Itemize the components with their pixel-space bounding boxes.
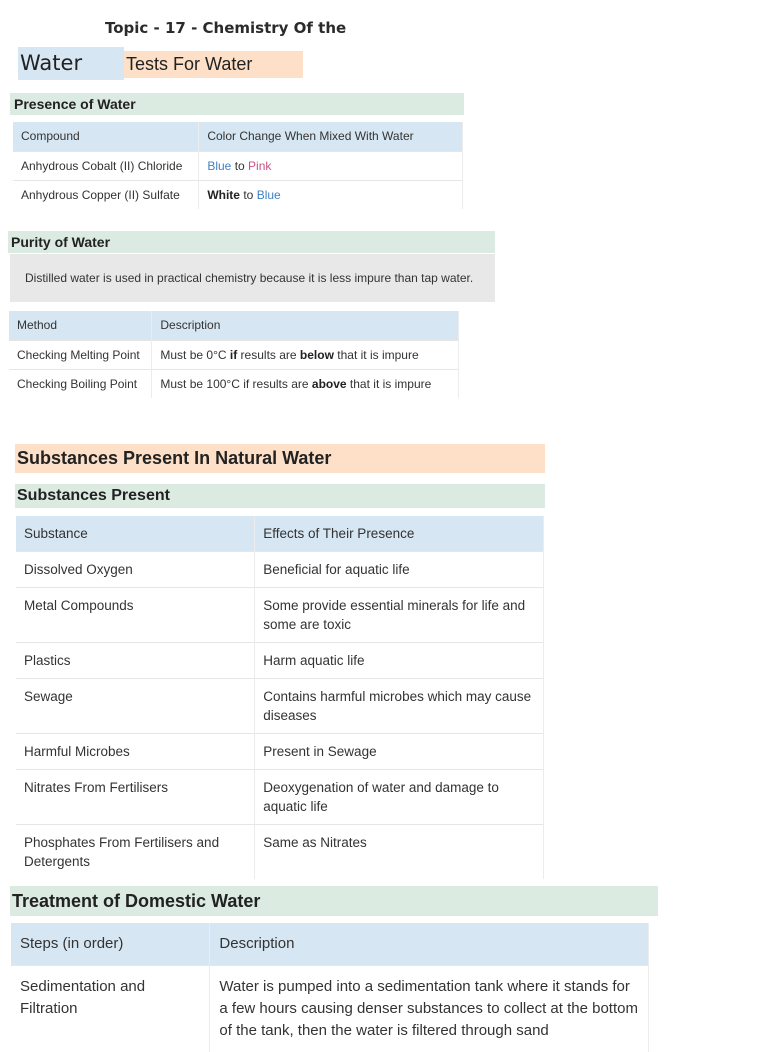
method-cell: Checking Boiling Point [9, 369, 152, 398]
presence-heading: Presence of Water [10, 93, 464, 115]
table-row [13, 151, 463, 180]
column-header: Color Change When Mixed With Water [199, 122, 463, 151]
table-row [9, 340, 459, 369]
column-header: Substance [16, 516, 255, 552]
desc-text: results are [237, 348, 300, 362]
treatment-table [11, 923, 649, 1052]
column-header: Steps (in order) [11, 923, 210, 966]
substances-table [16, 516, 544, 879]
substance-cell: Metal Compounds [16, 588, 255, 643]
desc-text: Must be 100°C if results are [160, 377, 312, 391]
table-row [16, 588, 544, 643]
substance-cell: Dissolved Oxygen [16, 552, 255, 588]
column-header: Compound [13, 122, 199, 151]
desc-keyword: above [312, 377, 347, 391]
table-row [16, 825, 544, 880]
table-row [16, 679, 544, 734]
purity-heading: Purity of Water [8, 231, 495, 253]
substance-cell: Plastics [16, 643, 255, 679]
desc-keyword: below [300, 348, 334, 362]
substance-cell: Phosphates From Fertilisers and Detergents [16, 825, 255, 880]
to-color: Pink [248, 159, 271, 173]
table-row [16, 734, 544, 770]
page-title: Topic - 17 - Chemistry Of the [105, 19, 346, 37]
water-label: Water [18, 47, 124, 80]
table-row [16, 552, 544, 588]
substance-cell: Sewage [16, 679, 255, 734]
substances-section-title: Substances Present In Natural Water [15, 444, 545, 473]
compound-cell: Anhydrous Copper (II) Sulfate [13, 180, 199, 209]
table-header-row [9, 311, 459, 340]
tests-for-water-heading: Tests For Water [124, 51, 303, 78]
effect-cell: Same as Nitrates [255, 825, 544, 880]
column-header: Description [210, 923, 649, 966]
to-color: Blue [257, 188, 281, 202]
effect-cell: Some provide essential minerals for life and some are toxic [255, 588, 544, 643]
desc-text: Must be 0°C [160, 348, 230, 362]
substance-cell: Nitrates From Fertilisers [16, 770, 255, 825]
table-header-row [16, 516, 544, 552]
column-header: Method [9, 311, 152, 340]
effect-cell: Harm aquatic life [255, 643, 544, 679]
effect-cell: Deoxygenation of water and damage to aquatic life [255, 770, 544, 825]
table-row [16, 643, 544, 679]
color-change-cell [199, 151, 463, 180]
column-header: Description [152, 311, 459, 340]
desc-text: that it is impure [334, 348, 419, 362]
method-cell: Checking Melting Point [9, 340, 152, 369]
compound-cell: Anhydrous Cobalt (II) Chloride [13, 151, 199, 180]
table-row [11, 966, 649, 1052]
color-change-cell [199, 180, 463, 209]
from-color: Blue [207, 159, 231, 173]
purity-table [9, 311, 459, 398]
step-description-cell: Water is pumped into a sedimentation tank where it stands for a few hours causing denser substances to collect at the bottom of the tank, then the water is filtered through sand [210, 966, 649, 1052]
step-cell: Sedimentation and Filtration [11, 966, 210, 1052]
effect-cell: Present in Sewage [255, 734, 544, 770]
effect-cell: Beneficial for aquatic life [255, 552, 544, 588]
treatment-heading: Treatment of Domestic Water [10, 886, 658, 916]
desc-bold: if [230, 348, 237, 362]
effect-cell: Contains harmful microbes which may cause diseases [255, 679, 544, 734]
presence-table [13, 122, 463, 209]
table-row [9, 369, 459, 398]
substances-heading: Substances Present [15, 484, 545, 508]
purity-note: Distilled water is used in practical chemistry because it is less impure than tap water. [10, 254, 495, 302]
table-row [13, 180, 463, 209]
to-word: to [235, 159, 245, 173]
description-cell [152, 340, 459, 369]
column-header: Effects of Their Presence [255, 516, 544, 552]
desc-text: that it is impure [347, 377, 432, 391]
to-word: to [243, 188, 253, 202]
description-cell [152, 369, 459, 398]
table-row [16, 770, 544, 825]
substance-cell: Harmful Microbes [16, 734, 255, 770]
table-header-row [11, 923, 649, 966]
table-header-row [13, 122, 463, 151]
from-color: White [207, 188, 240, 202]
